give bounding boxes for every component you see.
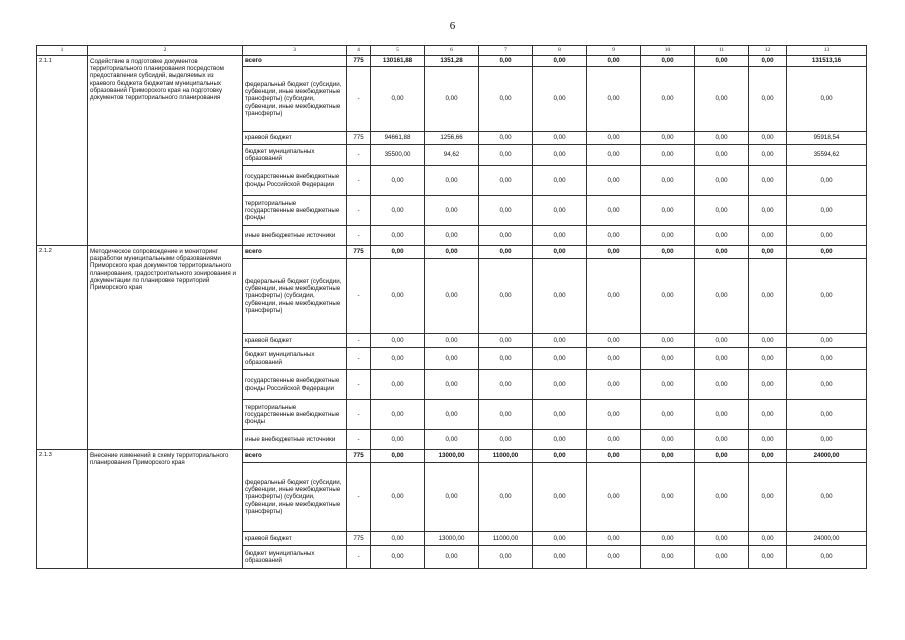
column-number: 8 [533,46,587,56]
total-value: 0,00 [787,67,867,132]
year-value: 0,00 [479,259,533,334]
year-value: 0,00 [533,196,587,226]
column-number: 4 [347,46,371,56]
funding-source: краевой бюджет [243,132,347,145]
year-value: 0,00 [479,226,533,246]
column-number: 2 [88,46,243,56]
year-value: 1351,28 [425,56,479,67]
year-value: 0,00 [749,56,787,67]
total-value: 0,00 [787,196,867,226]
year-value: 35500,00 [371,145,425,166]
budget-code: - [347,145,371,166]
funding-source: государственные внебюджетные фонды Российской Федерации [243,370,347,400]
year-value: 0,00 [479,430,533,450]
page-number: 6 [449,20,456,32]
total-value: 0,00 [787,348,867,370]
year-value: 0,00 [479,463,533,532]
year-value: 0,00 [641,430,695,450]
budget-code: - [347,463,371,532]
year-value: 0,00 [479,370,533,400]
year-value: 0,00 [533,546,587,569]
table-row [37,450,867,463]
year-value: 0,00 [695,132,749,145]
year-value: 0,00 [587,532,641,546]
year-value: 0,00 [533,226,587,246]
year-value: 0,00 [371,463,425,532]
year-value: 0,00 [749,145,787,166]
funding-source: иные внебюджетные источники [243,226,347,246]
year-value: 0,00 [641,132,695,145]
year-value: 0,00 [479,348,533,370]
budget-code: - [347,430,371,450]
year-value: 0,00 [479,132,533,145]
year-value: 0,00 [695,166,749,196]
year-value: 0,00 [371,348,425,370]
year-value: 0,00 [749,132,787,145]
year-value: 0,00 [479,67,533,132]
year-value: 0,00 [587,370,641,400]
year-value: 0,00 [533,67,587,132]
year-value: 0,00 [533,450,587,463]
year-value: 0,00 [641,259,695,334]
total-value: 35594,62 [787,145,867,166]
year-value: 0,00 [425,226,479,246]
year-value: 0,00 [479,246,533,259]
year-value: 0,00 [587,226,641,246]
funding-source: территориальные государственные внебюджетные фонды [243,400,347,430]
section-description: Внесение изменений в схему территориального планирования Приморского края [88,450,243,569]
year-value: 0,00 [695,196,749,226]
year-value: 13000,00 [425,532,479,546]
funding-source: территориальные государственные внебюджетные фонды [243,196,347,226]
column-number: 6 [425,46,479,56]
year-value: 0,00 [641,532,695,546]
year-value: 0,00 [695,56,749,67]
year-value: 0,00 [749,400,787,430]
year-value: 0,00 [641,400,695,430]
year-value: 0,00 [533,132,587,145]
budget-code: - [347,334,371,348]
year-value: 0,00 [371,259,425,334]
year-value: 0,00 [371,546,425,569]
total-value: 0,00 [787,246,867,259]
year-value: 0,00 [749,450,787,463]
column-number: 12 [749,46,787,56]
total-value: 0,00 [787,226,867,246]
year-value: 0,00 [749,246,787,259]
year-value: 0,00 [425,196,479,226]
year-value: 0,00 [749,532,787,546]
year-value: 0,00 [695,546,749,569]
year-value: 1256,66 [425,132,479,145]
total-value: 0,00 [787,370,867,400]
column-number: 11 [695,46,749,56]
year-value: 0,00 [371,450,425,463]
year-value: 0,00 [587,56,641,67]
year-value: 0,00 [533,430,587,450]
year-value: 0,00 [749,546,787,569]
year-value: 0,00 [587,145,641,166]
year-value: 0,00 [479,145,533,166]
year-value: 0,00 [425,259,479,334]
year-value: 0,00 [425,334,479,348]
year-value: 0,00 [695,67,749,132]
year-value: 0,00 [425,246,479,259]
year-value: 0,00 [641,166,695,196]
section-number: 2.1.3 [37,450,88,569]
year-value: 0,00 [695,226,749,246]
funding-source: краевой бюджет [243,532,347,546]
section-number: 2.1.2 [37,246,88,450]
year-value: 0,00 [587,132,641,145]
year-value: 0,00 [425,67,479,132]
year-value: 0,00 [533,400,587,430]
year-value: 0,00 [587,400,641,430]
year-value: 0,00 [425,166,479,196]
budget-code: 775 [347,246,371,259]
year-value: 0,00 [749,196,787,226]
year-value: 0,00 [479,196,533,226]
year-value: 0,00 [479,334,533,348]
budget-code: 775 [347,132,371,145]
year-value: 0,00 [587,259,641,334]
year-value: 0,00 [533,334,587,348]
year-value: 0,00 [695,246,749,259]
year-value: 0,00 [371,246,425,259]
year-value: 94,62 [425,145,479,166]
budget-table [36,45,867,569]
year-value: 0,00 [371,334,425,348]
year-value: 0,00 [695,334,749,348]
column-number: 13 [787,46,867,56]
year-value: 0,00 [587,450,641,463]
year-value: 0,00 [533,246,587,259]
total-value: 0,00 [787,546,867,569]
total-value: 131513,16 [787,56,867,67]
year-value: 0,00 [479,546,533,569]
year-value: 0,00 [533,463,587,532]
year-value: 0,00 [371,532,425,546]
total-value: 0,00 [787,166,867,196]
year-value: 0,00 [479,400,533,430]
column-number: 7 [479,46,533,56]
table-row [37,56,867,67]
year-value: 0,00 [641,546,695,569]
total-value: 24000,00 [787,532,867,546]
year-value: 0,00 [749,463,787,532]
year-value: 0,00 [533,259,587,334]
year-value: 0,00 [641,67,695,132]
year-value: 0,00 [695,370,749,400]
year-value: 0,00 [587,463,641,532]
year-value: 0,00 [641,334,695,348]
year-value: 0,00 [371,370,425,400]
year-value: 0,00 [695,259,749,334]
year-value: 0,00 [425,348,479,370]
year-value: 0,00 [425,546,479,569]
year-value: 0,00 [587,546,641,569]
section-description: Методическое сопровождение и мониторинг разработки муниципальными образованиями Приморского края документов территориального планирования, градостроительного зонирования и документации по планировке территорий Приморского края [88,246,243,450]
column-number: 5 [371,46,425,56]
year-value: 0,00 [371,400,425,430]
year-value: 0,00 [587,196,641,226]
total-value: 0,00 [787,400,867,430]
year-value: 0,00 [641,463,695,532]
funding-source: всего [243,246,347,259]
year-value: 0,00 [371,430,425,450]
total-value: 0,00 [787,430,867,450]
year-value: 130161,88 [371,56,425,67]
year-value: 0,00 [533,166,587,196]
year-value: 0,00 [695,400,749,430]
year-value: 13000,00 [425,450,479,463]
year-value: 0,00 [695,450,749,463]
budget-code: 775 [347,532,371,546]
funding-source: иные внебюджетные источники [243,430,347,450]
budget-code: - [347,546,371,569]
budget-code: - [347,67,371,132]
year-value: 0,00 [695,463,749,532]
year-value: 0,00 [371,166,425,196]
year-value: 0,00 [533,370,587,400]
year-value: 0,00 [587,166,641,196]
year-value: 0,00 [425,430,479,450]
year-value: 0,00 [749,430,787,450]
budget-code: - [347,166,371,196]
table-row [37,246,867,259]
year-value: 94661,88 [371,132,425,145]
year-value: 0,00 [695,348,749,370]
funding-source: федеральный бюджет (субсидии, субвенции, иные межбюджетные трансферты) (субсидии, субвенции, иные межбюджетные трансферты) [243,67,347,132]
budget-code: - [347,226,371,246]
year-value: 11000,00 [479,450,533,463]
year-value: 0,00 [641,226,695,246]
funding-source: всего [243,56,347,67]
year-value: 0,00 [479,56,533,67]
year-value: 0,00 [587,67,641,132]
budget-code: - [347,196,371,226]
year-value: 0,00 [587,430,641,450]
budget-code: 775 [347,450,371,463]
funding-source: краевой бюджет [243,334,347,348]
funding-source: федеральный бюджет (субсидии, субвенции, иные межбюджетные трансферты) (субсидии, субвенции, иные межбюджетные трансферты) [243,463,347,532]
funding-source: государственные внебюджетные фонды Российской Федерации [243,166,347,196]
year-value: 0,00 [641,196,695,226]
total-value: 0,00 [787,259,867,334]
total-value: 95918,54 [787,132,867,145]
year-value: 0,00 [749,226,787,246]
budget-code: - [347,259,371,334]
year-value: 0,00 [749,348,787,370]
year-value: 0,00 [371,226,425,246]
total-value: 0,00 [787,463,867,532]
year-value: 0,00 [425,400,479,430]
year-value: 11000,00 [479,532,533,546]
year-value: 0,00 [587,348,641,370]
year-value: 0,00 [641,56,695,67]
funding-source: бюджет муниципальных образований [243,145,347,166]
year-value: 0,00 [695,430,749,450]
column-number: 3 [243,46,347,56]
year-value: 0,00 [533,56,587,67]
funding-source: бюджет муниципальных образований [243,348,347,370]
year-value: 0,00 [587,334,641,348]
year-value: 0,00 [749,259,787,334]
year-value: 0,00 [641,370,695,400]
budget-code: - [347,400,371,430]
year-value: 0,00 [749,166,787,196]
section-description: Содействие в подготовке документов территориального планирования посредством предоставления субсидий, выделяемых из краевого бюджета бюджетам муниципальных образований Приморского края на подготовку документов территориального планирования [88,56,243,246]
column-number: 1 [37,46,88,56]
year-value: 0,00 [425,463,479,532]
budget-code: 775 [347,56,371,67]
year-value: 0,00 [749,334,787,348]
year-value: 0,00 [425,370,479,400]
year-value: 0,00 [371,67,425,132]
budget-code: - [347,370,371,400]
column-number: 9 [587,46,641,56]
year-value: 0,00 [533,348,587,370]
column-number-row [37,46,867,56]
year-value: 0,00 [641,348,695,370]
year-value: 0,00 [695,532,749,546]
total-value: 24000,00 [787,450,867,463]
year-value: 0,00 [371,196,425,226]
year-value: 0,00 [749,370,787,400]
year-value: 0,00 [533,145,587,166]
funding-source: бюджет муниципальных образований [243,546,347,569]
section-number: 2.1.1 [37,56,88,246]
budget-code: - [347,348,371,370]
funding-source: федеральный бюджет (субсидии, субвенции, иные межбюджетные трансферты) (субсидии, субвенции, иные межбюджетные трансферты) [243,259,347,334]
column-number: 10 [641,46,695,56]
total-value: 0,00 [787,334,867,348]
year-value: 0,00 [533,532,587,546]
year-value: 0,00 [641,145,695,166]
year-value: 0,00 [641,246,695,259]
year-value: 0,00 [695,145,749,166]
year-value: 0,00 [479,166,533,196]
year-value: 0,00 [749,67,787,132]
year-value: 0,00 [587,246,641,259]
year-value: 0,00 [641,450,695,463]
funding-source: всего [243,450,347,463]
